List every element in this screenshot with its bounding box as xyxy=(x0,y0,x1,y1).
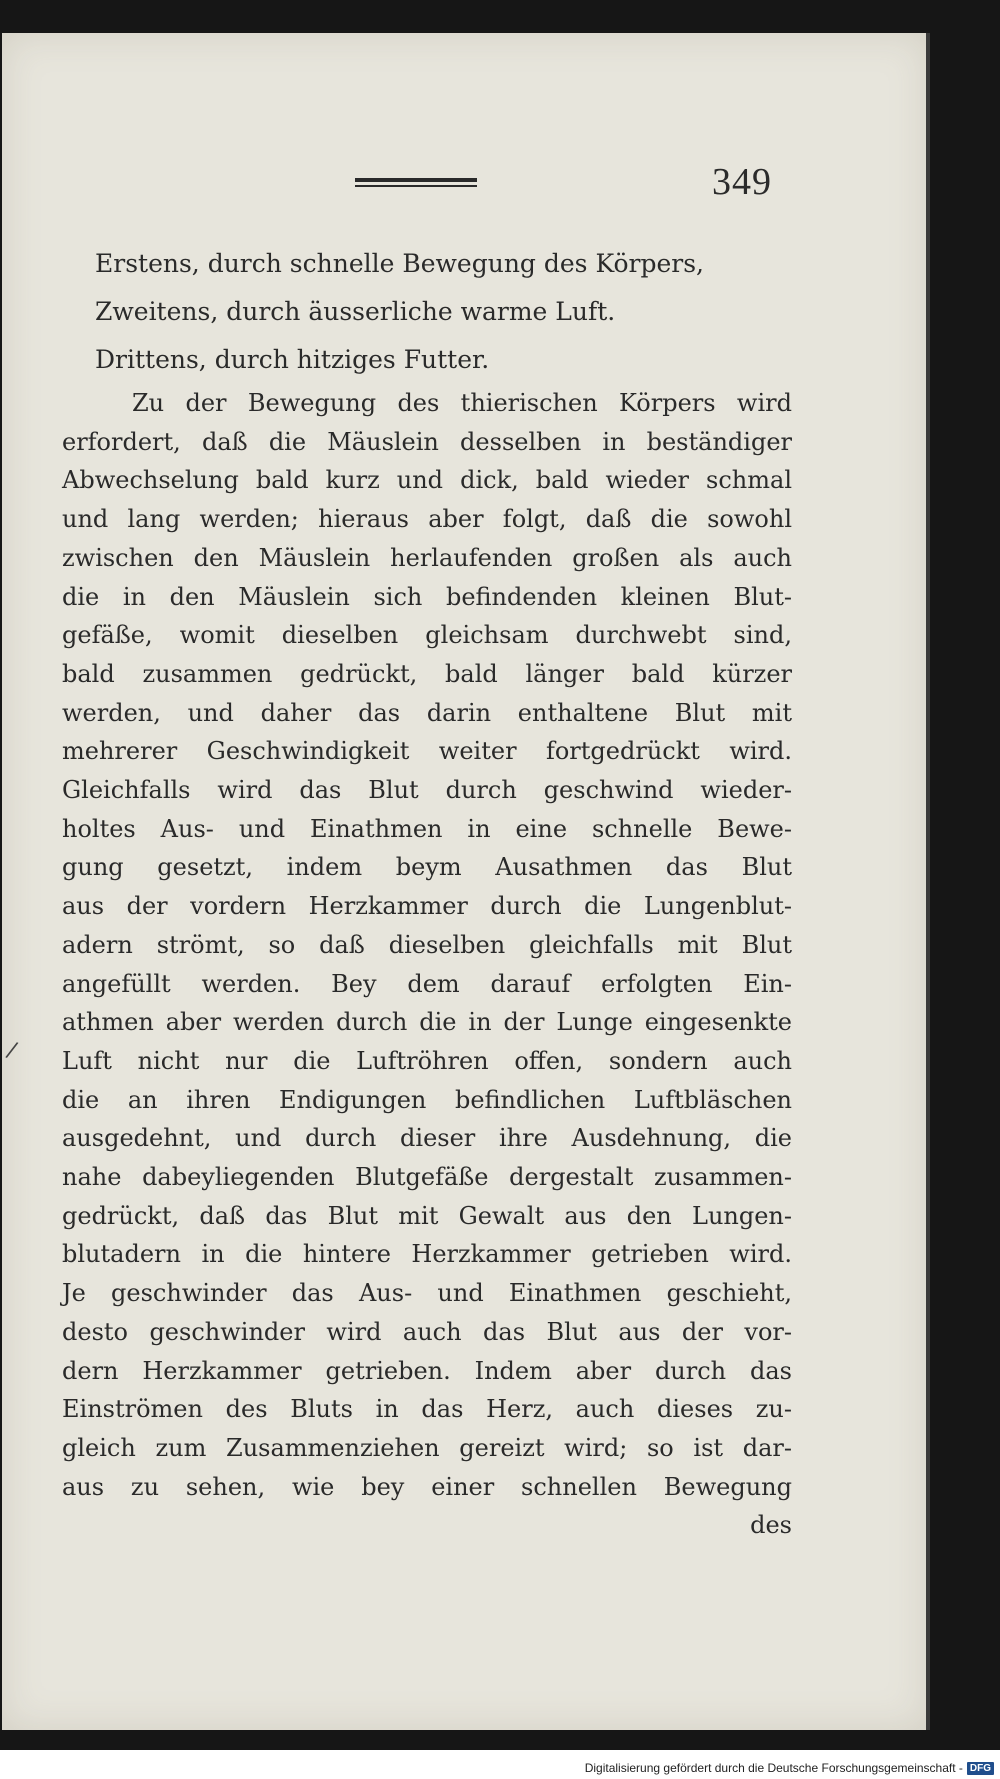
paragraph-line: werden, und daher das darin enthaltene Blut mit xyxy=(62,698,792,727)
paragraph-line: desto geschwinder wird auch das Blut aus der vor- xyxy=(62,1317,792,1346)
paragraph-line: Zu der Bewegung des thierischen Körpers wird xyxy=(132,389,792,417)
paragraph-line: aus der vordern Herzkammer durch die Lungenblut- xyxy=(62,892,792,921)
paragraph-line: holtes Aus- und Einathmen in eine schnelle Bewe- xyxy=(62,814,792,843)
paragraph-line: gleich zum Zusammenziehen gereizt wird; so ist dar- xyxy=(62,1433,792,1462)
paragraph-line: bald zusammen gedrückt, bald länger bald kürzer xyxy=(62,659,792,688)
paragraph-line: adern strömt, so daß dieselben gleichfalls mit Blut xyxy=(62,930,792,959)
dfg-logo: DFG xyxy=(967,1762,994,1775)
paragraph-line: nahe dabeyliegenden Blutgefäße dergestalt zusammen- xyxy=(62,1163,792,1192)
paragraph-line: aus zu sehen, wie bey einer schnellen Bewegung xyxy=(62,1472,792,1501)
paragraph-line: mehrerer Geschwindigkeit weiter fortgedrückt wird. xyxy=(62,737,792,766)
ornament-bar-top xyxy=(355,178,477,182)
paragraph-line: die an ihren Endigungen befindlichen Luftbläschen xyxy=(62,1085,792,1114)
paragraph-line: gung gesetzt, indem beym Ausathmen das Blut xyxy=(62,853,792,882)
paragraph-line: ausgedehnt, und durch dieser ihre Ausdehnung, die xyxy=(62,1124,792,1153)
paragraph-line: dern Herzkammer getrieben. Indem aber durch das xyxy=(62,1356,792,1385)
paragraph-line: Luft nicht nur die Luftröhren offen, sondern auch xyxy=(62,1046,792,1075)
header-ornament-rule xyxy=(355,178,477,190)
paragraph-line: athmen aber werden durch die in der Lunge eingesenkte xyxy=(62,1008,792,1037)
paragraph-line: Abwechselung bald kurz und dick, bald wieder schmal xyxy=(62,466,792,495)
page-edge-shadow xyxy=(926,33,930,1730)
credit-text: Digitalisierung gefördert durch die Deutsche Forschungsgemeinschaft - xyxy=(584,1761,963,1775)
page-number: 349 xyxy=(712,161,772,203)
paragraph-line: angefüllt werden. Bey dem darauf erfolgten Ein- xyxy=(62,969,792,998)
paragraph-line: zwischen den Mäuslein herlaufenden großen als auch xyxy=(62,543,792,572)
book-page xyxy=(2,33,928,1730)
paragraph-line: Je geschwinder das Aus- und Einathmen geschieht, xyxy=(62,1279,792,1308)
catchword: des xyxy=(750,1511,792,1540)
paragraph-line: und lang werden; hieraus aber folgt, daß die sowohl xyxy=(62,505,792,534)
ornament-bar-bottom xyxy=(355,185,477,187)
list-item: Zweitens, durch äusserliche warme Luft. xyxy=(95,297,616,326)
paragraph-line: Einströmen des Bluts in das Herz, auch dieses zu- xyxy=(62,1395,792,1424)
paragraph-line: gedrückt, daß das Blut mit Gewalt aus den Lungen- xyxy=(62,1201,792,1230)
paragraph-line: gefäße, womit dieselben gleichsam durchwebt sind, xyxy=(62,621,792,650)
text-block xyxy=(62,240,792,1545)
paragraph-line: blutadern in die hintere Herzkammer getrieben wird. xyxy=(62,1240,792,1269)
list-item: Erstens, durch schnelle Bewegung des Körpers, xyxy=(95,249,704,278)
paragraph-line: erfordert, daß die Mäuslein desselben in beständiger xyxy=(62,427,792,456)
paragraph-line: Gleichfalls wird das Blut durch geschwind wieder- xyxy=(62,776,792,805)
margin-tick-mark: / xyxy=(3,1037,20,1064)
digitization-credit xyxy=(585,1761,994,1775)
list-item: Drittens, durch hitziges Futter. xyxy=(95,345,490,374)
paragraph-line: die in den Mäuslein sich befindenden kleinen Blut- xyxy=(62,582,792,611)
